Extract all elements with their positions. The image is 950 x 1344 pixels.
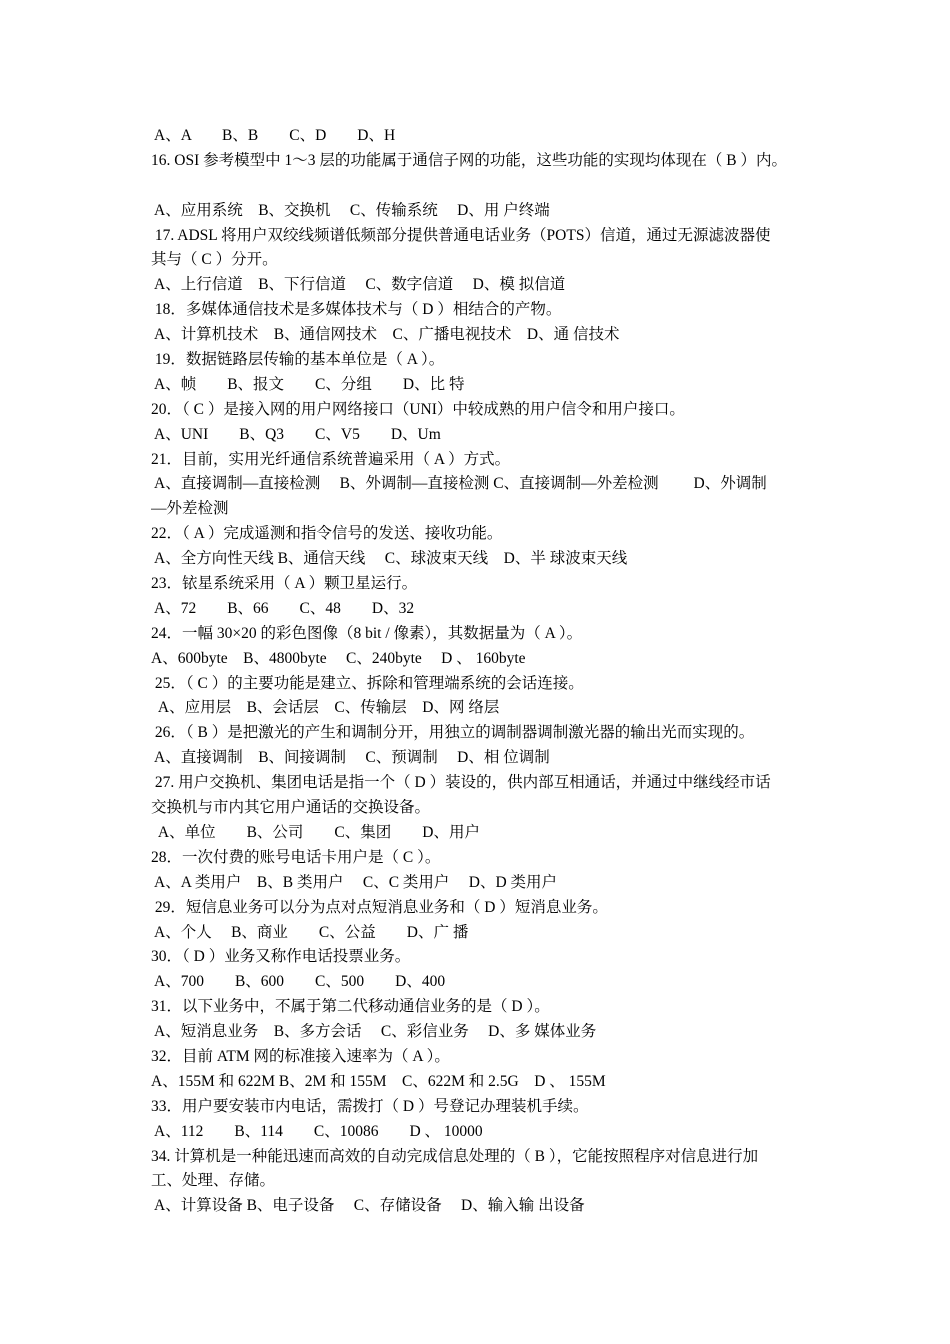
options-18: A、计算机技术 B、通信网技术 C、广播电视技术 D、通 信技术	[151, 326, 620, 344]
options-31: A、短消息业务 B、多方会话 C、彩信业务 D、多 媒体业务	[151, 1023, 597, 1041]
question-18: 18．多媒体通信技术是多媒体技术与（ D ）相结合的产物。	[151, 301, 562, 319]
options-line: A、A B、B C、D D、H	[151, 127, 396, 144]
options-21: A、直接调制—直接检测 B、外调制—直接检测 C、直接调制—外差检测 D、外调制	[151, 475, 767, 493]
options-20: A、UNI B、Q3 C、V5 D、Um	[151, 425, 441, 443]
options-30: A、700 B、600 C、500 D、400	[151, 973, 446, 991]
options-19: A、帧 B、报文 C、分组 D、比 特	[151, 375, 465, 393]
options-17: A、上行信道 B、下行信道 C、数字信道 D、模 拟信道	[151, 276, 566, 294]
question-16: 16. OSI 参考模型中 1～3 层的功能属于通信子网的功能，这些功能的实现均体现在（ B ）内。	[151, 151, 787, 169]
question-34-cont: 工、处理、存储。	[151, 1172, 276, 1190]
question-23: 23．铱星系统采用（ A ）颗卫星运行。	[151, 575, 418, 593]
options-24: A、600byte B、4800byte C、240byte D 、 160byte	[151, 649, 526, 667]
question-list	[151, 124, 816, 1219]
question-20: 20．（ C ）是接入网的用户网络接口（UNI）中较成熟的用户信令和用户接口。	[151, 400, 685, 418]
options-23: A、72 B、66 C、48 D、32	[151, 599, 415, 617]
question-33: 33．用户要安装市内电话，需拨打（ D ）号登记办理装机手续。	[151, 1097, 589, 1115]
options-26: A、直接调制 B、间接调制 C、预调制 D、相 位调制	[151, 749, 550, 767]
options-21-cont: —外差检测	[151, 500, 229, 518]
question-31: 31．以下业务中，不属于第二代移动通信业务的是（ D ）。	[151, 998, 550, 1016]
options-28: A、A 类用户 B、B 类用户 C、C 类用户 D、D 类用户	[151, 873, 558, 891]
question-21: 21．目前，实用光纤通信系统普遍采用（ A ）方式。	[151, 450, 511, 468]
question-17: 17. ADSL 将用户双绞线频谱低频部分提供普通电话业务（POTS）信道，通过无源滤波器使	[151, 226, 771, 244]
options-33: A、112 B、114 C、10086 D 、 10000	[151, 1122, 483, 1140]
question-28: 28．一次付费的账号电话卡用户是（ C ）。	[151, 848, 441, 866]
question-24: 24．一幅 30×20 的彩色图像（8 bit / 像素），其数据量为（ A ）。	[151, 624, 583, 642]
blank-line	[151, 174, 816, 199]
options-32: A、155M 和 622M B、2M 和 155M C、622M 和 2.5G D 、 155M	[151, 1072, 606, 1090]
options-27: A、单位 B、公司 C、集团 D、用户	[151, 823, 480, 841]
question-17-cont: 其与（ C ）分开。	[151, 251, 278, 269]
question-22: 22．（ A ）完成遥测和指令信号的发送、接收功能。	[151, 525, 503, 543]
question-26: 26．（ B ）是把激光的产生和调制分开，用独立的调制器调制激光器的输出光而实现的。	[151, 724, 755, 742]
question-19: 19．数据链路层传输的基本单位是（ A ）。	[151, 351, 445, 369]
question-32: 32．目前 ATM 网的标准接入速率为（ A ）。	[151, 1047, 450, 1065]
question-27: 27. 用户交换机、集团电话是指一个（ D ）装设的，供内部互相通话，并通过中继线经市话	[151, 774, 771, 792]
question-29: 29．短信息业务可以分为点对点短消息业务和（ D ）短消息业务。	[151, 898, 608, 916]
question-25: 25．（ C ）的主要功能是建立、拆除和管理端系统的会话连接。	[151, 674, 584, 692]
question-34: 34. 计算机是一种能迅速而高效的自动完成信息处理的（ B ），它能按照程序对信息进行加	[151, 1147, 759, 1165]
options-22: A、全方向性天线 B、通信天线 C、球波束天线 D、半 球波束天线	[151, 550, 628, 568]
options-25: A、应用层 B、会话层 C、传输层 D、网 络层	[151, 699, 500, 717]
options-34: A、计算设备 B、电子设备 C、存储设备 D、输入输 出设备	[151, 1197, 585, 1215]
question-30: 30．（ D ）业务又称作电话投票业务。	[151, 948, 411, 966]
options-29: A、个人 B、商业 C、公益 D、广 播	[151, 923, 469, 941]
options-16: A、应用系统 B、交换机 C、传输系统 D、用 户终端	[151, 201, 550, 219]
question-27-cont: 交换机与市内其它用户通话的交换设备。	[151, 799, 431, 817]
